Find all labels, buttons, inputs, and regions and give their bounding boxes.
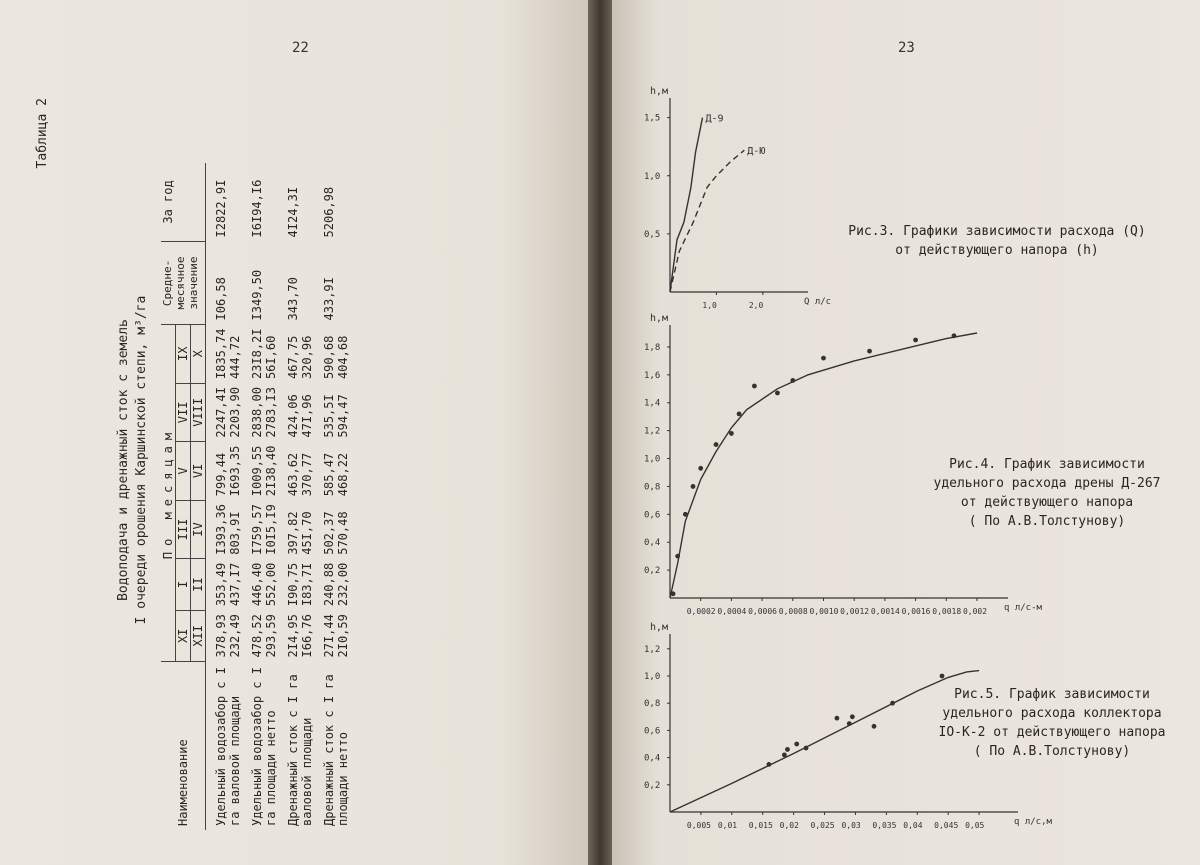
x-tick-label: 0,0006 (748, 607, 777, 616)
data-point (804, 746, 809, 751)
month-a: I (176, 559, 191, 610)
y-axis-label: h,м (650, 313, 669, 324)
month-a: III (176, 500, 191, 559)
month-b: X (191, 324, 206, 383)
y-tick-label: 0,2 (644, 566, 661, 577)
row-name: Удельный водозабор с I га площади нетто (250, 667, 278, 826)
y-tick-label: 0,2 (644, 780, 661, 791)
y-tick-label: 1,0 (644, 672, 661, 682)
cell-value: 502,37 (322, 511, 336, 555)
table-title-line2: I очереди орошения Каршинской степи, м³/га (134, 295, 149, 625)
cell-value: I759,57 (250, 504, 264, 555)
series-label: Д-Ю (747, 146, 766, 158)
x-tick-label: 0,0012 (840, 607, 870, 616)
cell-value: I693,35 (228, 445, 242, 497)
cell-year: 5206,98 (322, 186, 336, 238)
data-point (913, 338, 918, 343)
cell-value: 2838,00 (250, 387, 264, 438)
month-a: V (176, 442, 191, 501)
x-tick-label: 0,01 (717, 821, 738, 830)
y-tick-label: 1,4 (644, 398, 661, 409)
cell-value: I0I5,I9 (264, 504, 278, 555)
data-point (683, 512, 688, 517)
table-row (278, 163, 300, 830)
month-b: VIII (191, 383, 206, 442)
month-b: VI (191, 442, 206, 501)
cell-value: 803,9I (228, 511, 242, 555)
book-gutter (588, 0, 612, 865)
data-point (794, 742, 799, 747)
x-tick-label: 0,005 (686, 821, 712, 830)
data-point (790, 378, 795, 383)
data-point (952, 333, 957, 338)
month-b: XII (191, 610, 206, 661)
data-point (867, 349, 872, 354)
month-a: VII (176, 383, 191, 442)
row-name: Удельный водозабор с I га валовой площади (206, 662, 243, 831)
data-point (782, 752, 787, 757)
month-a: IX (176, 324, 191, 383)
cell-value: 2203,90 (228, 387, 242, 438)
series-line-1 (670, 150, 744, 292)
row-name: Дренажный сток с I га площади нетто (322, 674, 350, 826)
figure-5-caption (912, 685, 1192, 761)
left-page (0, 0, 588, 865)
data-point (767, 762, 772, 767)
cell-value: 397,82 (286, 511, 300, 555)
cell-value: I66,76 (300, 614, 314, 658)
cell-value: 370,77 (300, 452, 314, 497)
cell-value: 404,68 (336, 335, 350, 380)
figure-3-caption (812, 222, 1182, 260)
data-point (940, 674, 945, 679)
fig4-caption-line1: Рис.4. График зависимости (949, 457, 1145, 472)
fig3-caption-line1: Рис.3. Графики зависимости расхода (Q) (848, 224, 1146, 239)
cell-value: 2247,4I (214, 387, 228, 438)
y-tick-label: 0,8 (644, 482, 661, 493)
cell-value: 232,49 (228, 614, 242, 658)
y-tick-label: 0,6 (644, 726, 661, 737)
data-point (675, 554, 680, 559)
col-header-name: Наименование (161, 662, 206, 831)
data-point (729, 431, 734, 436)
y-tick-label: 0,8 (644, 699, 661, 710)
cell-value: 293,59 (264, 614, 278, 658)
table-body (206, 163, 351, 830)
figure-3-chart (632, 80, 832, 320)
month-a: XI (176, 610, 191, 661)
cell-value: 594,47 (336, 394, 350, 438)
data-point (835, 716, 840, 721)
data-point (691, 484, 696, 489)
cell-value: 463,62 (286, 452, 300, 497)
x-axis-label: Q л/с (804, 297, 832, 307)
cell-value: 47I,96 (300, 394, 314, 438)
y-tick-label: 1,2 (644, 644, 661, 655)
data-point (714, 442, 719, 447)
month-b: II (191, 559, 206, 610)
cell-value: 467,75 (286, 335, 300, 380)
cell-avg: I06,58 (214, 277, 228, 321)
cell-value: 424,06 (286, 394, 300, 438)
x-tick-label: 0,04 (903, 821, 923, 830)
fig5-caption-line4: ( По А.В.Толстунову) (973, 744, 1131, 759)
data-point (775, 391, 780, 396)
y-tick-label: 1,0 (644, 171, 661, 182)
cell-value: 799,44 (214, 452, 228, 497)
x-axis-label: q л/с,м (1014, 817, 1052, 827)
fig4-caption-line3: от действующего напора (960, 495, 1134, 510)
cell-value: 2I4,95 (286, 614, 300, 658)
cell-value: I009,55 (250, 445, 264, 497)
data-point (671, 591, 676, 596)
fig5-caption-line3: IO-К-2 от действующего напора (938, 725, 1166, 740)
page-number-left: 22 (292, 40, 309, 56)
x-tick-label: 0,05 (965, 821, 985, 830)
table-label: Таблица 2 (35, 98, 50, 169)
data-point (872, 724, 877, 729)
x-tick-label: 0,0002 (686, 607, 716, 616)
y-axis-label: h,м (650, 86, 669, 97)
right-page (612, 0, 1200, 865)
data-point (821, 356, 826, 361)
fig3-caption-line2: от действующего напора (h) (895, 243, 1099, 258)
y-tick-label: 0,6 (644, 510, 661, 521)
cell-value: 437,I7 (228, 562, 242, 607)
cell-value: 320,96 (300, 335, 314, 380)
cell-value: 240,88 (322, 562, 336, 607)
cell-value: I90,75 (286, 562, 300, 607)
cell-avg: 433,9I (322, 277, 336, 321)
x-tick-label: 0,0004 (717, 607, 747, 616)
cell-year: 4I24,3I (286, 186, 300, 238)
cell-value: 444,72 (228, 335, 242, 380)
x-tick-label: 0,0016 (901, 607, 931, 616)
series-label: Д-9 (705, 113, 724, 125)
cell-value: 585,47 (322, 452, 336, 497)
x-tick-label: 0,0008 (778, 607, 808, 616)
x-tick-label: 0,0010 (809, 607, 839, 616)
x-tick-label: 2,0 (748, 301, 764, 310)
fig4-caption-line2: удельного расхода дрены Д-267 (933, 476, 1161, 491)
table-row (242, 163, 264, 830)
x-tick-label: 1,0 (702, 301, 717, 310)
fig5-caption-line2: удельного расхода коллектора (942, 706, 1162, 721)
x-axis-label: q л/с-м (1004, 603, 1042, 613)
y-tick-label: 0,4 (644, 538, 661, 549)
y-tick-label: 1,2 (644, 426, 661, 437)
x-tick-label: 0,035 (872, 821, 897, 830)
cell-value: 2I0,59 (336, 614, 350, 658)
fig4-caption-line4: ( По А.В.Толстунову) (968, 514, 1126, 529)
x-tick-label: 0,0018 (932, 607, 962, 616)
data-point (752, 384, 757, 389)
x-tick-label: 0,03 (841, 821, 861, 830)
x-tick-label: 0,025 (810, 821, 835, 830)
page-number-right: 23 (898, 40, 915, 56)
cell-value: I83,7I (300, 562, 314, 607)
y-tick-label: 1,8 (644, 342, 661, 353)
x-tick-label: 0,015 (748, 821, 773, 830)
cell-value: I835,74 (214, 328, 228, 380)
col-header-months: По месяцам (161, 324, 176, 661)
cell-value: 2783,I3 (264, 387, 278, 438)
cell-year: I6I94,I6 (250, 179, 264, 238)
cell-value: 23I8,2I (250, 328, 264, 380)
cell-value: I393,36 (214, 504, 228, 555)
data-point (698, 466, 703, 471)
table-title-line1: Водоподача и дренажный сток с земель (116, 319, 131, 601)
runoff-table (161, 163, 350, 830)
cell-value: 535,5I (322, 394, 336, 438)
data-point (785, 747, 790, 752)
cell-value: 478,52 (250, 614, 264, 658)
fig5-caption-line1: Рис.5. График зависимости (954, 687, 1150, 702)
cell-value: 27I,44 (322, 614, 336, 658)
row-name: Дренажный сток с I га валовой площади (286, 674, 314, 826)
cell-value: 56I,60 (264, 335, 278, 380)
cell-value: 45I,70 (300, 511, 314, 555)
y-tick-label: 0,4 (644, 753, 661, 764)
table-row (314, 163, 336, 830)
x-tick-label: 0,0014 (870, 607, 900, 616)
table-row (206, 163, 229, 830)
cell-avg: I349,50 (250, 269, 264, 321)
data-point (850, 714, 855, 719)
cell-value: 378,93 (214, 614, 228, 658)
x-tick-label: 0,02 (779, 821, 799, 830)
cell-value: 590,68 (322, 335, 336, 380)
cell-value: 446,40 (250, 562, 264, 607)
x-tick-label: 0,002 (962, 607, 988, 616)
series-line-0 (670, 118, 703, 292)
data-point (737, 411, 742, 416)
cell-value: 570,48 (336, 511, 350, 555)
cell-value: 353,49 (214, 562, 228, 607)
y-tick-label: 1,5 (644, 113, 661, 124)
cell-value: 468,22 (336, 452, 350, 497)
month-b: IV (191, 500, 206, 559)
rotated-table-block (35, 90, 555, 830)
cell-year: I2822,9I (214, 179, 228, 238)
cell-value: 552,00 (264, 562, 278, 607)
y-axis-label: h,м (650, 622, 669, 633)
y-tick-label: 0,5 (644, 229, 661, 240)
y-tick-label: 1,6 (644, 370, 661, 381)
cell-value: 232,00 (336, 562, 350, 607)
y-tick-label: 1,0 (644, 454, 661, 465)
cell-avg: 343,70 (286, 277, 300, 321)
x-tick-label: 0,045 (934, 821, 959, 830)
col-header-year: За год (161, 163, 206, 242)
col-header-avg: Средне-месячное значение (161, 241, 206, 324)
data-point (847, 721, 852, 726)
figure-4-caption (902, 455, 1192, 531)
cell-value: 2I38,40 (264, 445, 278, 497)
data-point (890, 701, 895, 706)
